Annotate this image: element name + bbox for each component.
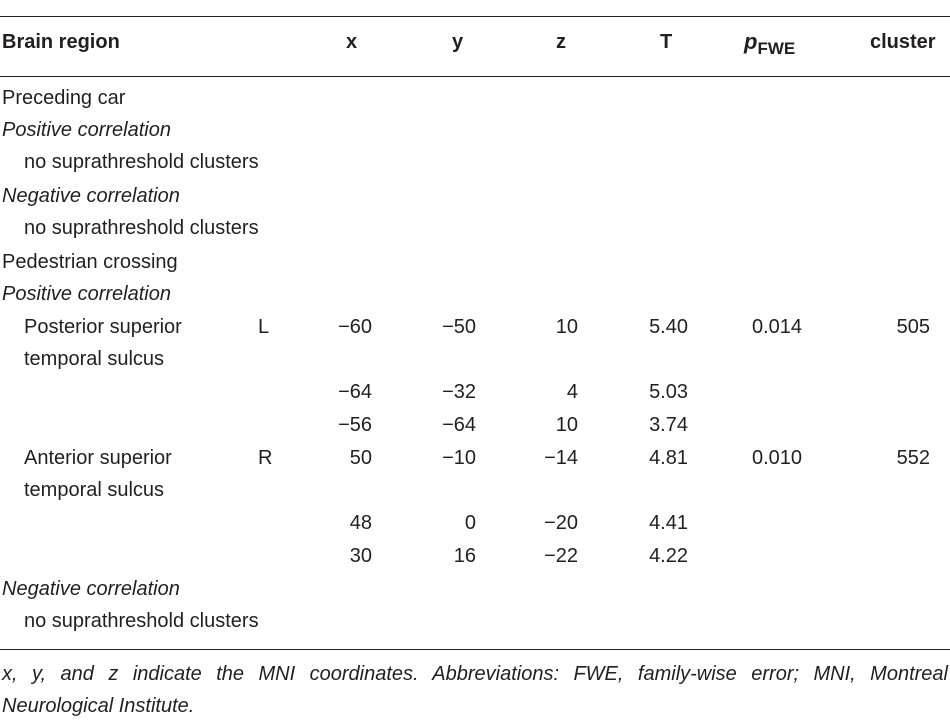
header-p-fwe: [744, 26, 795, 65]
section-preceding-car: Preceding car: [2, 87, 126, 109]
coord-y: 0: [464, 512, 476, 534]
coord-z: −22: [544, 545, 578, 567]
region-name-line2: temporal sulcus: [24, 348, 165, 370]
coord-y: 16: [453, 545, 476, 567]
header-y: y: [452, 31, 464, 53]
header-t: T: [660, 31, 673, 53]
header-rule: [0, 76, 950, 77]
coord-x: 30: [349, 545, 372, 567]
subsection-positive-correlation: Positive correlation: [2, 119, 171, 141]
coord-z: 10: [555, 414, 578, 436]
coord-x: −60: [338, 316, 372, 338]
subsection-negative-correlation: Negative correlation: [2, 578, 180, 600]
bottom-rule: [0, 649, 950, 650]
p-value: 0.014: [752, 316, 803, 338]
header-p-symbol: p: [744, 29, 758, 54]
header-p-subscript: FWE: [757, 39, 796, 58]
hemisphere-label: R: [258, 447, 273, 469]
coord-y: −10: [442, 447, 476, 469]
subsection-negative-correlation: Negative correlation: [2, 185, 180, 207]
hemisphere-label: L: [258, 316, 270, 338]
coord-x: −64: [338, 381, 372, 403]
no-clusters-note: no suprathreshold clusters: [24, 151, 259, 173]
no-clusters-note: no suprathreshold clusters: [24, 217, 259, 239]
t-value: 3.74: [649, 414, 688, 436]
cluster-size: 552: [896, 447, 930, 469]
coord-z: −14: [544, 447, 578, 469]
header-brain-region: Brain region: [2, 31, 120, 53]
section-pedestrian-crossing: Pedestrian crossing: [2, 251, 178, 273]
coord-x: −56: [338, 414, 372, 436]
coord-z: 4: [566, 381, 578, 403]
coord-x: 50: [349, 447, 372, 469]
header-x: x: [346, 31, 358, 53]
subsection-positive-correlation: Positive correlation: [2, 283, 171, 305]
no-clusters-note: no suprathreshold clusters: [24, 610, 259, 632]
t-value: 5.40: [649, 316, 688, 338]
t-value: 4.41: [649, 512, 688, 534]
header-cluster: cluster: [870, 31, 936, 53]
header-z: z: [556, 31, 566, 53]
table-footnote: x, y, and z indicate the MNI coordinates. Abbreviations: FWE, family-wise error; MNI, Montreal Neurological Institute.: [2, 663, 948, 717]
coord-x: 48: [349, 512, 372, 534]
coord-y: −32: [442, 381, 476, 403]
t-value: 4.81: [649, 447, 688, 469]
t-value: 5.03: [649, 381, 688, 403]
coord-z: 10: [555, 316, 578, 338]
p-value: 0.010: [752, 447, 803, 469]
cluster-size: 505: [896, 316, 930, 338]
region-name-line2: temporal sulcus: [24, 479, 165, 501]
region-name-line1: Anterior superior: [24, 447, 172, 469]
top-rule: [0, 16, 950, 17]
t-value: 4.22: [649, 545, 688, 567]
coord-y: −50: [442, 316, 476, 338]
region-name-line1: Posterior superior: [24, 316, 182, 338]
coord-y: −64: [442, 414, 476, 436]
coord-z: −20: [544, 512, 578, 534]
